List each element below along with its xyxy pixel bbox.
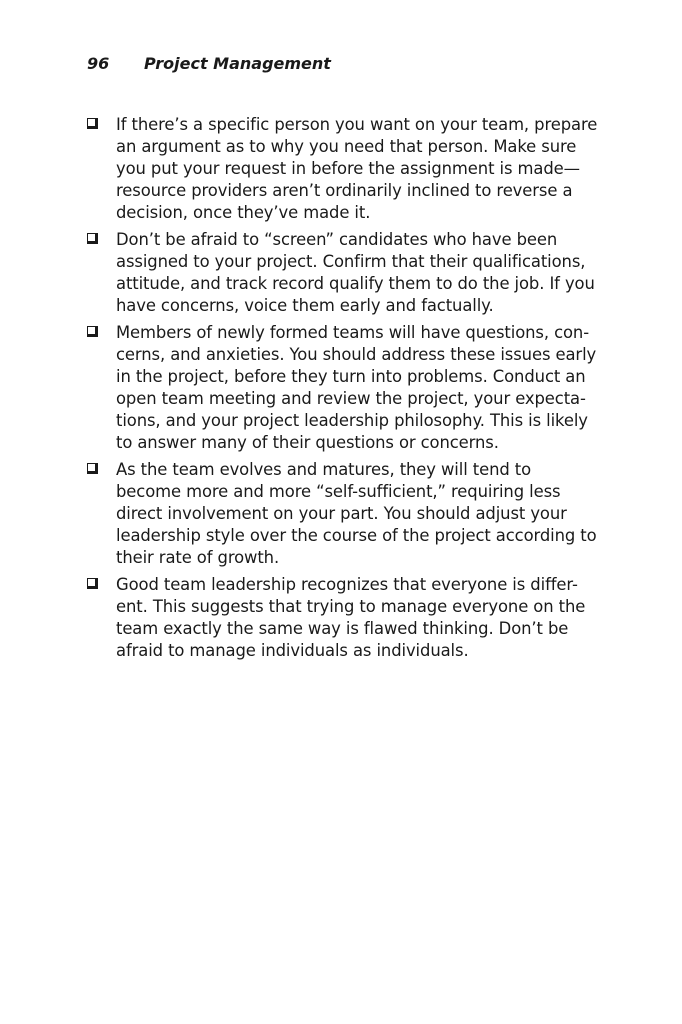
text-line: cerns, and anxieties. You should address these issues early [116,345,597,364]
text-line: Good team leadership recognizes that everyone is differ- [116,575,578,594]
text-line: direct involvement on your part. You should adjust your [116,504,567,523]
text-line: in the project, before they turn into problems. Conduct an [116,367,586,386]
text-line: you put your request in before the assignment is made— [116,159,580,178]
bullet-list [87,114,599,667]
bullet-item [87,114,599,224]
checkbox-icon [87,463,98,474]
bullet-text [116,322,599,454]
text-line: resource providers aren’t ordinarily inclined to reverse a [116,181,573,200]
page-header [87,54,331,73]
text-line: Don’t be afraid to “screen” candidates who have been [116,230,558,249]
text-line: become more and more “self-sufficient,” requiring less [116,482,561,501]
checkbox-icon [87,578,98,589]
text-line: tions, and your project leadership philosophy. This is likely [116,411,588,430]
text-line: to answer many of their questions or concerns. [116,433,499,452]
bullet-item [87,229,599,317]
text-line: assigned to your project. Confirm that their qualifications, [116,252,586,271]
bullet-item [87,322,599,454]
text-line: open team meeting and review the project, your expecta- [116,389,586,408]
text-line: attitude, and track record qualify them to do the job. If you [116,274,595,293]
bullet-text [116,114,599,224]
text-line: their rate of growth. [116,548,280,567]
bullet-text [116,229,599,317]
text-line: ent. This suggests that trying to manage everyone on the [116,597,586,616]
text-line: afraid to manage individuals as individuals. [116,641,469,660]
bullet-item [87,459,599,569]
bullet-text [116,459,599,569]
text-line: leadership style over the course of the project according to [116,526,597,545]
text-line: have concerns, voice them early and factually. [116,296,494,315]
checkbox-icon [87,326,98,337]
checkbox-icon [87,233,98,244]
page-number: 96 [87,54,110,73]
text-line: If there’s a specific person you want on your team, prepare [116,115,598,134]
bullet-item [87,574,599,662]
text-line: an argument as to why you need that person. Make sure [116,137,577,156]
checkbox-icon [87,118,98,129]
text-line: decision, once they’ve made it. [116,203,371,222]
text-line: team exactly the same way is flawed thinking. Don’t be [116,619,569,638]
text-line: As the team evolves and matures, they will tend to [116,460,532,479]
bullet-text [116,574,599,662]
running-title: Project Management [144,54,331,73]
text-line: Members of newly formed teams will have questions, con- [116,323,590,342]
